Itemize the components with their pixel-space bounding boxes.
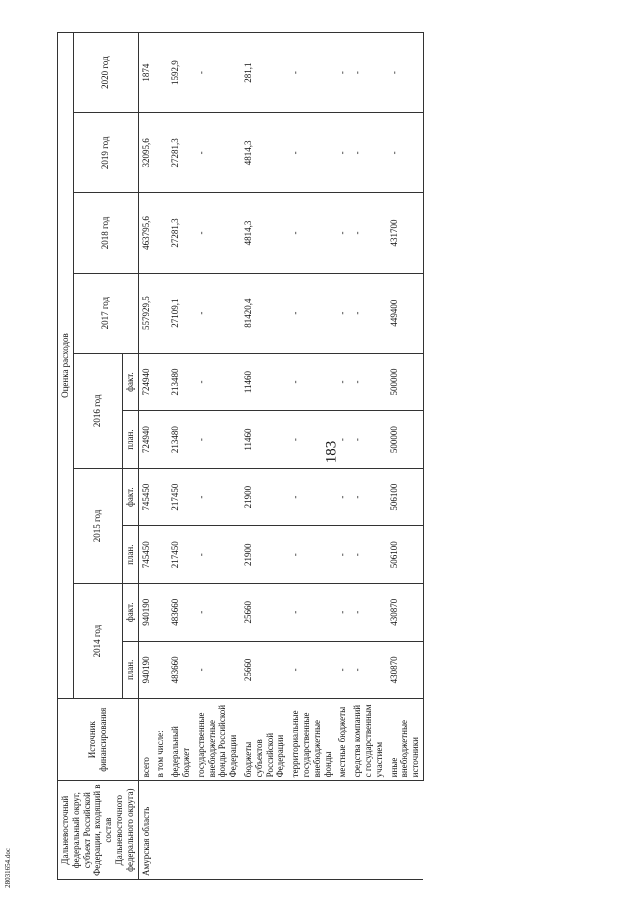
table-body (138, 33, 423, 880)
value-cell: 217450 (168, 468, 194, 526)
value-cell: - (288, 411, 335, 469)
value-cell: - (194, 526, 241, 584)
value-cell: 25660 (241, 641, 288, 699)
value-cell: - (350, 583, 386, 641)
value-cell: 27281,3 (168, 113, 194, 193)
fact-header: факт. (122, 583, 138, 641)
source-cell: в том числе: (153, 699, 168, 781)
value-cell: 27281,3 (168, 193, 194, 273)
source-cell: бюджеты субъектов Российской Федерации (241, 699, 288, 781)
value-cell: 557929,5 (138, 273, 153, 353)
value-cell: - (335, 468, 350, 526)
value-cell: - (350, 641, 386, 699)
value-cell: 4814,3 (241, 193, 288, 273)
year-2019-header: 2019 год (73, 113, 138, 193)
value-cell: 11460 (241, 411, 288, 469)
value-cell: 81420,4 (241, 273, 288, 353)
value-cell: 281,1 (241, 33, 288, 113)
value-cell (153, 411, 168, 469)
value-cell: - (335, 193, 350, 273)
value-cell: 724940 (138, 411, 153, 469)
value-cell: - (288, 193, 335, 273)
value-cell: - (194, 193, 241, 273)
value-cell: - (194, 273, 241, 353)
plan-header: план. (122, 411, 138, 469)
value-cell: - (194, 468, 241, 526)
value-cell: - (194, 113, 241, 193)
value-cell: 213480 (168, 411, 194, 469)
value-cell: - (335, 583, 350, 641)
value-cell: - (288, 113, 335, 193)
year-2018-header: 2018 год (73, 193, 138, 273)
value-cell: - (335, 411, 350, 469)
value-cell: 940190 (138, 583, 153, 641)
value-cell: - (194, 641, 241, 699)
value-cell: 4814,3 (241, 113, 288, 193)
value-cell: 32095,6 (138, 113, 153, 193)
value-cell: 500000 (387, 411, 424, 469)
expenditure-table (57, 32, 424, 880)
source-cell: иные внебюджетные источники (387, 699, 424, 781)
value-cell: - (288, 468, 335, 526)
value-cell: 430870 (387, 583, 424, 641)
value-cell: 11460 (241, 353, 288, 411)
value-cell: 745450 (138, 468, 153, 526)
plan-header: план. (122, 641, 138, 699)
value-cell: - (350, 33, 386, 113)
source-cell: всего (138, 699, 153, 781)
table-row (387, 33, 424, 880)
value-cell: - (335, 33, 350, 113)
year-2020-header: 2020 год (73, 33, 138, 113)
source-cell: местные бюджеты (335, 699, 350, 781)
value-cell: - (288, 641, 335, 699)
table-row (138, 33, 153, 880)
value-cell: - (335, 353, 350, 411)
source-cell: территориальные государственные внебюджетные фонды (288, 699, 335, 781)
table-row (194, 33, 241, 880)
value-cell: - (288, 273, 335, 353)
value-cell (153, 468, 168, 526)
source-cell: средства компаний с государственным участием (350, 699, 386, 781)
value-cell: - (350, 526, 386, 584)
table-row (153, 33, 168, 880)
year-2016-header: 2016 год (73, 353, 122, 468)
value-cell: 25660 (241, 583, 288, 641)
value-cell: 21900 (241, 468, 288, 526)
value-cell: - (350, 113, 386, 193)
region-column-header: Дальневосточный федеральный округ, субъект Российской Федерации, входящий в состав Дальневосточного федерального округа) (58, 781, 139, 880)
value-cell: - (288, 33, 335, 113)
table-row (288, 33, 335, 880)
table-row (241, 33, 288, 880)
value-cell: 463795,6 (138, 193, 153, 273)
value-cell: - (194, 33, 241, 113)
value-cell (153, 193, 168, 273)
value-cell (153, 583, 168, 641)
value-cell: 431700 (387, 193, 424, 273)
value-cell: 1874 (138, 33, 153, 113)
value-cell: - (194, 411, 241, 469)
year-2015-header: 2015 год (73, 468, 122, 583)
value-cell: 21900 (241, 526, 288, 584)
value-cell: - (350, 273, 386, 353)
source-column-header: Источник финансирования (58, 699, 139, 781)
source-cell: государственные внебюджетные фонды Российской Федерации (194, 699, 241, 781)
value-cell: 724940 (138, 353, 153, 411)
year-2014-header: 2014 год (73, 583, 122, 698)
value-cell (153, 33, 168, 113)
region-cell: Амурская область (138, 781, 423, 880)
rotated-table-container (57, 32, 625, 880)
fact-header: факт. (122, 353, 138, 411)
value-cell: 506100 (387, 526, 424, 584)
page-number: 183 (323, 440, 340, 464)
value-cell: 506100 (387, 468, 424, 526)
value-cell: 217450 (168, 526, 194, 584)
table-row (335, 33, 350, 880)
value-cell: - (335, 641, 350, 699)
value-cell: - (335, 526, 350, 584)
value-cell: 1592,9 (168, 33, 194, 113)
value-cell: - (288, 353, 335, 411)
value-cell: - (335, 273, 350, 353)
value-cell: - (194, 353, 241, 411)
value-cell (153, 273, 168, 353)
value-cell: - (387, 33, 424, 113)
value-cell: 483660 (168, 641, 194, 699)
value-cell: - (335, 113, 350, 193)
plan-header: план. (122, 526, 138, 584)
value-cell: 500000 (387, 353, 424, 411)
value-cell: - (194, 583, 241, 641)
document-id: 28031654.doc (4, 848, 12, 888)
value-cell: - (288, 526, 335, 584)
value-cell: 213480 (168, 353, 194, 411)
value-cell: - (350, 411, 386, 469)
value-cell: 449400 (387, 273, 424, 353)
table-row (350, 33, 386, 880)
value-cell: - (350, 468, 386, 526)
value-cell: 430870 (387, 641, 424, 699)
value-cell: - (387, 113, 424, 193)
value-cell: 483660 (168, 583, 194, 641)
value-cell (153, 113, 168, 193)
value-cell: 27109,1 (168, 273, 194, 353)
fact-header: факт. (122, 468, 138, 526)
value-cell: - (288, 583, 335, 641)
value-cell: - (350, 353, 386, 411)
value-cell: - (350, 193, 386, 273)
value-cell (153, 641, 168, 699)
table-row (168, 33, 194, 880)
estimate-header: Оценка расходов (58, 33, 74, 699)
year-2017-header: 2017 год (73, 273, 138, 353)
source-cell: федеральный бюджет (168, 699, 194, 781)
value-cell (153, 526, 168, 584)
value-cell: 940190 (138, 641, 153, 699)
value-cell (153, 353, 168, 411)
value-cell: 745450 (138, 526, 153, 584)
